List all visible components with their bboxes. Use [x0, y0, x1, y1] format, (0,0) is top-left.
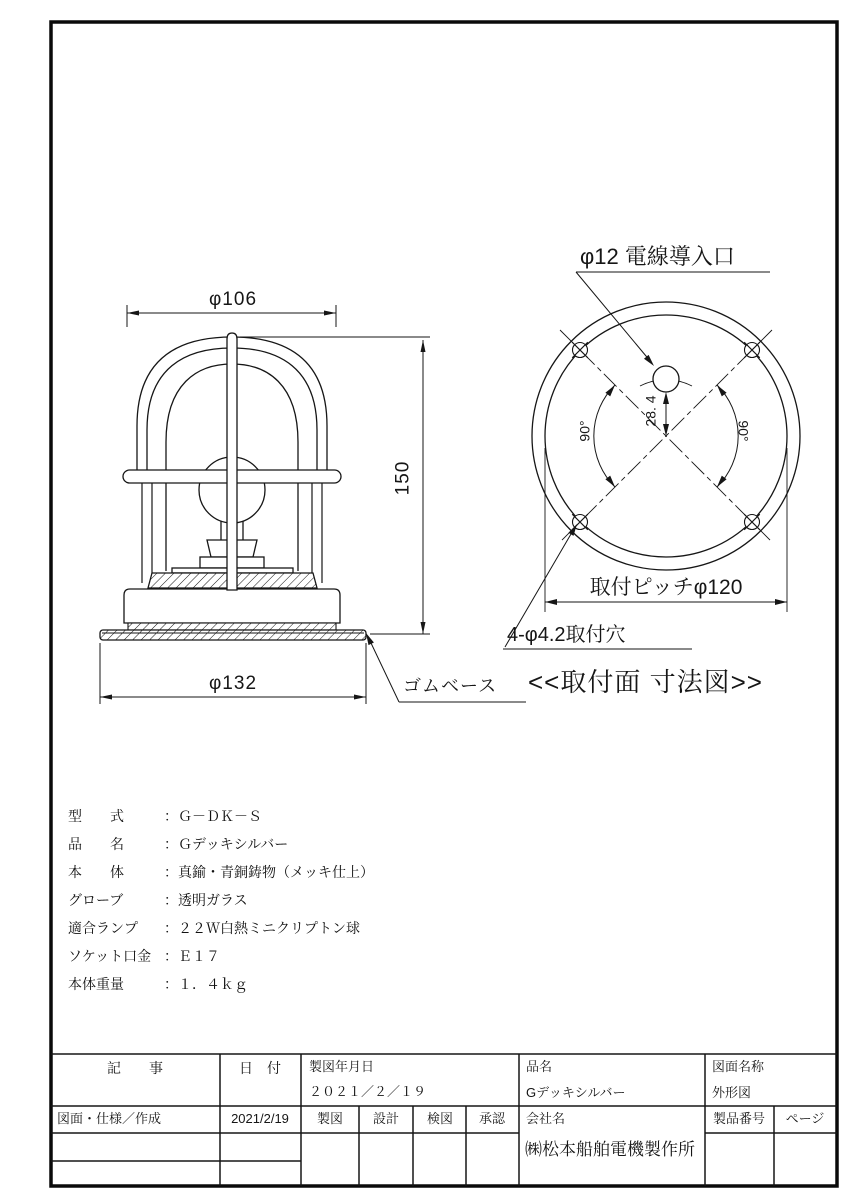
titleblock-spec-row-date: 2021/2/19 [231, 1111, 289, 1126]
titleblock-product-name-label: 品名 [526, 1059, 553, 1074]
dim-height: 150 [392, 460, 414, 496]
angle-dim-left: 90° [576, 420, 593, 442]
spec-value: ：１．４ｋｇ [164, 976, 248, 992]
titleblock-col-drafted: 製図 [316, 1111, 344, 1126]
spec-label: 本体重量 [68, 976, 124, 992]
mount-holes-label: 4-φ4.2取付穴 [507, 624, 626, 646]
body [124, 589, 340, 623]
spec-label: 品 名 [68, 836, 124, 852]
spec-row-lamp [68, 918, 360, 946]
spec-row-name [68, 834, 288, 862]
spec-value: ：Ｇ－ＤＫ－Ｓ [164, 808, 262, 824]
spec-label: 適合ランプ [68, 920, 138, 936]
titleblock-date-header: 日 付 [239, 1060, 281, 1076]
spec-row-globe [68, 890, 248, 918]
spec-value: ：透明ガラス [164, 892, 248, 908]
titleblock-col-designed: 設計 [372, 1111, 400, 1126]
titleblock-company-label: 会社名 [526, 1111, 566, 1126]
titleblock-spec-row-label: 図面・仕様／作成 [57, 1111, 162, 1126]
angle-dim-right: 90° [735, 420, 752, 442]
titleblock-drawn-date-value: ２０２１／２／１９ [309, 1084, 427, 1099]
side-view-dimensions [100, 305, 526, 704]
mount-pitch-dim: 取付ピッチφ120 [589, 576, 743, 599]
wire-inlet-hole [653, 366, 679, 392]
spec-row-body [68, 862, 374, 890]
rubber-base-label: ゴムベース [403, 676, 498, 696]
titleblock-col-approved: 承認 [478, 1111, 506, 1126]
dim-top-diameter: φ106 [208, 289, 258, 310]
dim-base-diameter: φ132 [208, 673, 258, 694]
titleblock-product-name-value: Gデッキシルバー [526, 1085, 626, 1100]
spec-value: ：Ｅ１７ [164, 948, 220, 964]
spec-label: ソケット口金 [68, 948, 152, 964]
inlet-offset-dim: 28. 4 [642, 395, 659, 427]
spec-row-socket [68, 946, 220, 974]
wire-inlet-label: φ12 電線導入口 [580, 244, 735, 269]
titleblock-product-no-label: 製品番号 [712, 1111, 766, 1126]
view-caption: <<取付面 寸法図>> [528, 667, 763, 697]
titleblock-col-checked: 検図 [426, 1111, 454, 1126]
spec-row-weight [68, 974, 248, 1002]
spec-row-model [68, 806, 262, 834]
spec-label: 型 式 [68, 808, 124, 824]
spec-label: 本 体 [68, 864, 124, 880]
titleblock-drawing-title-label: 図面名称 [712, 1059, 765, 1074]
center-guard-wire [227, 333, 237, 590]
titleblock-drawn-date-label: 製図年月日 [309, 1059, 375, 1074]
rubber-base [100, 630, 366, 640]
side-view [100, 333, 366, 640]
titleblock-page-label: ページ [785, 1111, 825, 1126]
titleblock-notes-header: 記 事 [107, 1060, 163, 1076]
body-gasket-hatched [128, 623, 336, 630]
spec-value: ：Ｇデッキシルバー [164, 836, 289, 852]
titleblock-company-value: ㈱松本船舶電機製作所 [525, 1140, 695, 1159]
titleblock-drawing-title-value: 外形図 [712, 1085, 752, 1100]
spec-value: ：真鍮・青銅鋳物（メッキ仕上） [164, 864, 374, 880]
spec-value: ：２２Ｗ白熱ミニクリプトン球 [164, 920, 360, 936]
spec-label: グローブ [68, 892, 124, 908]
